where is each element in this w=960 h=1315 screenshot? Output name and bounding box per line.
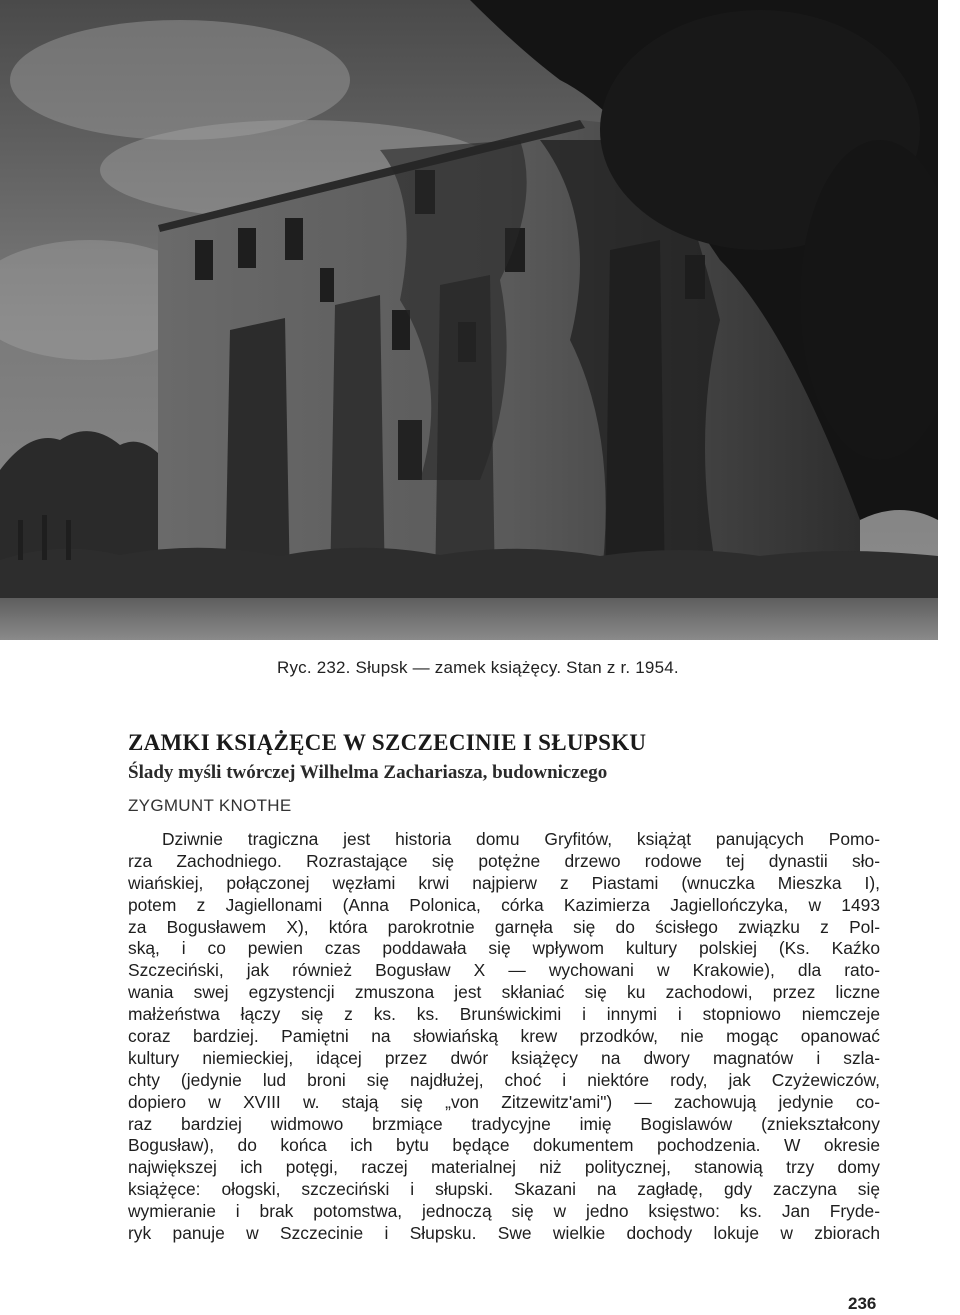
body-line: ryk panuje w Szczecinie i Słupsku. Swe wielkie dochody lokuje w zbiorach [128, 1223, 880, 1244]
body-line: wania swej egzystencji zmuszona jest skłaniać się ku zachodowi, przez liczne [128, 982, 880, 1003]
body-line: za Bogusławem X), która parokrotnie garnęła się do ścisłego związku z Pol- [128, 916, 880, 937]
body-line: Szczeciński, jak również Bogusław X — wychowani w Krakowie), dla rato- [128, 960, 880, 981]
body-line: ską, i co pewien czas poddawała się wpływom kultury polskiej (Ks. Kaźko [128, 938, 880, 959]
body-line: raz bardziej widmowo brzmiące tradycyjne imię Bogislawów (zniekształcony [128, 1113, 880, 1134]
body-line: książęce: ołogski, szczeciński i słupski. Skazani na zagładę, gdy zaczyna się [128, 1179, 880, 1200]
body-line: potem z Jagiellonami (Anna Polonica, córka Kazimierza Jagiellończyka, w 1493 [128, 894, 880, 915]
body-line: chty (jedynie lud broni się najdłużej, choć i niektóre rody, jak Czyżewiczów, [128, 1069, 880, 1090]
article-subtitle: Ślady myśli twórczej Wilhelma Zachariasza, budowniczego [128, 762, 608, 783]
page-number: 236 [848, 1294, 877, 1313]
body-line: kultury niemieckiej, idącej przez dwór książęcy na dwory magnatów i szla- [128, 1047, 880, 1068]
body-line: wiańskiej, połączonej węzłami krwi najpierw z Piastami (wnuczka Mieszka I), [128, 872, 880, 893]
castle-illustration [0, 0, 938, 640]
body-line: wymieranie i brak potomstwa, jednoczą się w jedno księstwo: ks. Jan Fryde- [128, 1201, 880, 1222]
article-body [128, 829, 880, 1245]
body-line: dopiero w XVIII w. stają się „von Zitzewitz'ami") — zachowują jedynie co- [128, 1091, 880, 1112]
body-line: Bogusław), do końca ich bytu będące dokumentem pochodzenia. W okresie [128, 1135, 880, 1156]
body-line: rza Zachodniego. Rozrastające się potężne drzewo rodowe tej dynastii sło- [128, 850, 880, 871]
body-line: największej ich potęgi, raczej materialnej niż politycznej, stanowią trzy domy [128, 1157, 880, 1178]
article-author: ZYGMUNT KNOTHE [128, 796, 292, 815]
body-line: coraz bardziej. Pamiętni na słowiańską krew przodków, nie mogąc opanować [128, 1026, 880, 1047]
article-title: ZAMKI KSIĄŻĘCE W SZCZECINIE I SŁUPSKU [128, 730, 647, 755]
figure-caption: Ryc. 232. Słupsk — zamek książęcy. Stan z r. 1954. [277, 658, 679, 677]
body-line: Dziwnie tragiczna jest historia domu Gryfitów, książąt panujących Pomo- [162, 829, 880, 849]
body-line: małżeństwa łączy się z ks. ks. Brunświckimi i innymi i stopniowo niemczeje [128, 1004, 880, 1025]
castle-photograph [0, 0, 938, 640]
